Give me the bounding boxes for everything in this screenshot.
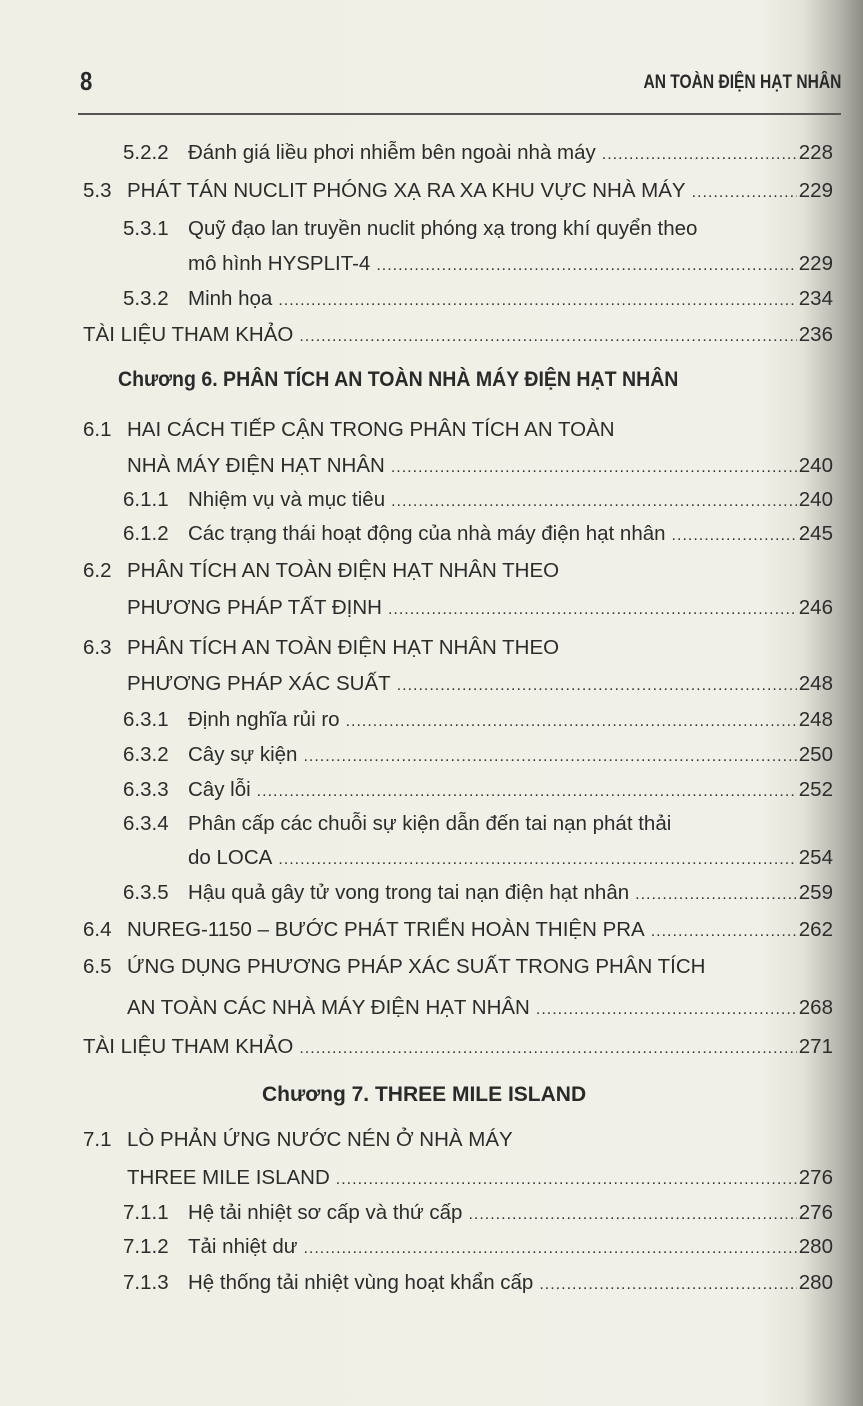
toc-entry-line [83,636,833,664]
section-number: 6.2 [83,559,112,582]
page-ref: 259 [798,881,833,904]
section-number: 7.1.1 [123,1201,169,1224]
toc-entry-line [123,846,833,874]
toc-entry-line [83,1166,833,1194]
section-title: Quỹ đạo lan truyền nuclit phóng xạ trong khí quyển theo [188,217,698,240]
page-ref: 234 [798,287,833,310]
section-title: Hệ thống tải nhiệt vùng hoạt khẩn cấp [188,1271,534,1294]
page-ref: 280 [798,1271,833,1294]
section-title: PHƯƠNG PHÁP TẤT ĐỊNH [127,596,382,619]
section-title: PHÂN TÍCH AN TOÀN ĐIỆN HẠT NHÂN THEO [127,559,560,582]
dot-leader [257,783,797,801]
toc-entry-line [123,778,833,806]
section-number: 6.3.4 [123,812,169,835]
dot-leader [391,459,797,477]
section-title: Định nghĩa rủi ro [188,708,340,731]
dot-leader [635,886,797,904]
page-ref: 276 [798,1201,833,1224]
toc-entry-line [123,522,833,550]
chapter-heading: Chương 6. PHÂN TÍCH AN TOÀN NHÀ MÁY ĐIỆN HẠT NHÂN [118,368,679,391]
toc-entry-line [123,217,833,245]
toc-entry-line [123,141,833,169]
toc-entry-line [123,488,833,516]
page-ref: 248 [798,708,833,731]
section-number: 6.3 [83,636,112,659]
page-number: 8 [80,66,93,96]
section-number: 5.3.2 [123,287,169,310]
page-ref: 246 [798,596,833,619]
page-ref: 252 [798,778,833,801]
page-ref: 236 [798,323,833,346]
section-title: NUREG-1150 – BƯỚC PHÁT TRIỂN HOÀN THIỆN PRA [127,918,645,941]
section-title: THREE MILE ISLAND [127,1166,330,1189]
page-ref: 254 [798,846,833,869]
section-title: Nhiệm vụ và mục tiêu [188,488,386,511]
section-number: 6.3.3 [123,778,169,801]
dot-leader [692,184,797,202]
section-number: 6.3.2 [123,743,169,766]
dot-leader [336,1171,797,1189]
page-ref: 248 [798,672,833,695]
section-title: Phân cấp các chuỗi sự kiện dẫn đến tai nạn phát thải [188,812,672,835]
dot-leader [303,748,796,766]
page-ref: 250 [798,743,833,766]
toc-entry-line [123,287,833,315]
section-title: ỨNG DỤNG PHƯƠNG PHÁP XÁC SUẤT TRONG PHÂN TÍCH [127,955,706,978]
dot-leader [346,713,797,731]
dot-leader [539,1276,796,1294]
toc-entry-line [83,179,833,207]
page-ref: 280 [798,1235,833,1258]
section-number: 5.2.2 [123,141,169,164]
section-number: 6.1 [83,418,112,441]
page-ref: 229 [798,179,833,202]
section-number: 6.4 [83,918,112,941]
section-title: PHÁT TÁN NUCLIT PHÓNG XẠ RA XA KHU VỰC NHÀ MÁY [127,179,686,202]
dot-leader [536,1001,797,1019]
toc-entry-line [83,955,833,983]
page-ref: 245 [798,522,833,545]
section-title: Hệ tải nhiệt sơ cấp và thứ cấp [188,1201,463,1224]
page-ref: 229 [798,252,833,275]
toc-entry-line [123,1235,833,1263]
section-title: Các trạng thái hoạt động của nhà máy điện hạt nhân [188,522,666,545]
toc-entry-line [83,996,833,1024]
dot-leader [468,1206,796,1224]
toc-entry-line [123,743,833,771]
dot-leader [397,677,797,695]
toc-entry-line [83,672,833,700]
section-number: 6.1.1 [123,488,169,511]
section-title: Đánh giá liều phơi nhiễm bên ngoài nhà máy [188,141,596,164]
section-number: 7.1.3 [123,1271,169,1294]
page-ref: 268 [798,996,833,1019]
page-ref: 240 [798,454,833,477]
section-number: 6.5 [83,955,112,978]
toc-entry-line [83,918,833,946]
section-number: 7.1 [83,1128,112,1151]
section-title: do LOCA [188,846,273,869]
page-ref: 276 [798,1166,833,1189]
toc-entry-line [83,323,833,351]
dot-leader [388,601,797,619]
section-title: LÒ PHẢN ỨNG NƯỚC NÉN Ở NHÀ MÁY [127,1128,513,1151]
section-number: 6.3.5 [123,881,169,904]
toc-entry-line [123,708,833,736]
toc-entry-line [83,1035,833,1063]
dot-leader [299,1040,796,1058]
dot-leader [299,328,796,346]
running-title: AN TOÀN ĐIỆN HẠT NHÂN [643,72,841,93]
toc-entry-line [83,418,833,446]
toc-entry-line [83,454,833,482]
section-title: Cây lỗi [188,778,251,801]
dot-leader [672,527,797,545]
dot-leader [303,1240,796,1258]
section-title: NHÀ MÁY ĐIỆN HẠT NHÂN [127,454,385,477]
toc-entry-line [123,1201,833,1229]
section-title: Hậu quả gây tử vong trong tai nạn điện hạt nhân [188,881,630,904]
section-number: 5.3 [83,179,112,202]
header-rule [78,113,841,115]
page-ref: 271 [798,1035,833,1058]
section-title: Minh họa [188,287,273,310]
page-ref: 262 [798,918,833,941]
toc-entry-line [83,559,833,587]
section-title: AN TOÀN CÁC NHÀ MÁY ĐIỆN HẠT NHÂN [127,996,530,1019]
section-number: 7.1.2 [123,1235,169,1258]
section-title: Tải nhiệt dư [188,1235,298,1258]
section-title: Cây sự kiện [188,743,298,766]
page-ref: 228 [798,141,833,164]
dot-leader [376,257,796,275]
toc-entry-line [123,1271,833,1299]
section-number: 6.3.1 [123,708,169,731]
toc-entry-line [83,596,833,624]
dot-leader [651,923,797,941]
dot-leader [278,292,796,310]
section-title: TÀI LIỆU THAM KHẢO [83,323,294,346]
section-title: mô hình HYSPLIT-4 [188,252,371,275]
toc-entry-line [123,812,833,840]
section-number: 6.1.2 [123,522,169,545]
toc-entry-line [123,881,833,909]
chapter-heading: Chương 7. THREE MILE ISLAND [262,1083,587,1106]
page-ref: 240 [798,488,833,511]
section-number: 5.3.1 [123,217,169,240]
dot-leader [602,146,797,164]
section-title: PHÂN TÍCH AN TOÀN ĐIỆN HẠT NHÂN THEO [127,636,560,659]
toc-entry-line [83,1128,833,1156]
section-title: PHƯƠNG PHÁP XÁC SUẤT [127,672,391,695]
dot-leader [278,851,796,869]
section-title: HAI CÁCH TIẾP CẬN TRONG PHÂN TÍCH AN TOÀN [127,418,615,441]
toc-entry-line [123,252,833,280]
section-title: TÀI LIỆU THAM KHẢO [83,1035,294,1058]
dot-leader [391,493,797,511]
